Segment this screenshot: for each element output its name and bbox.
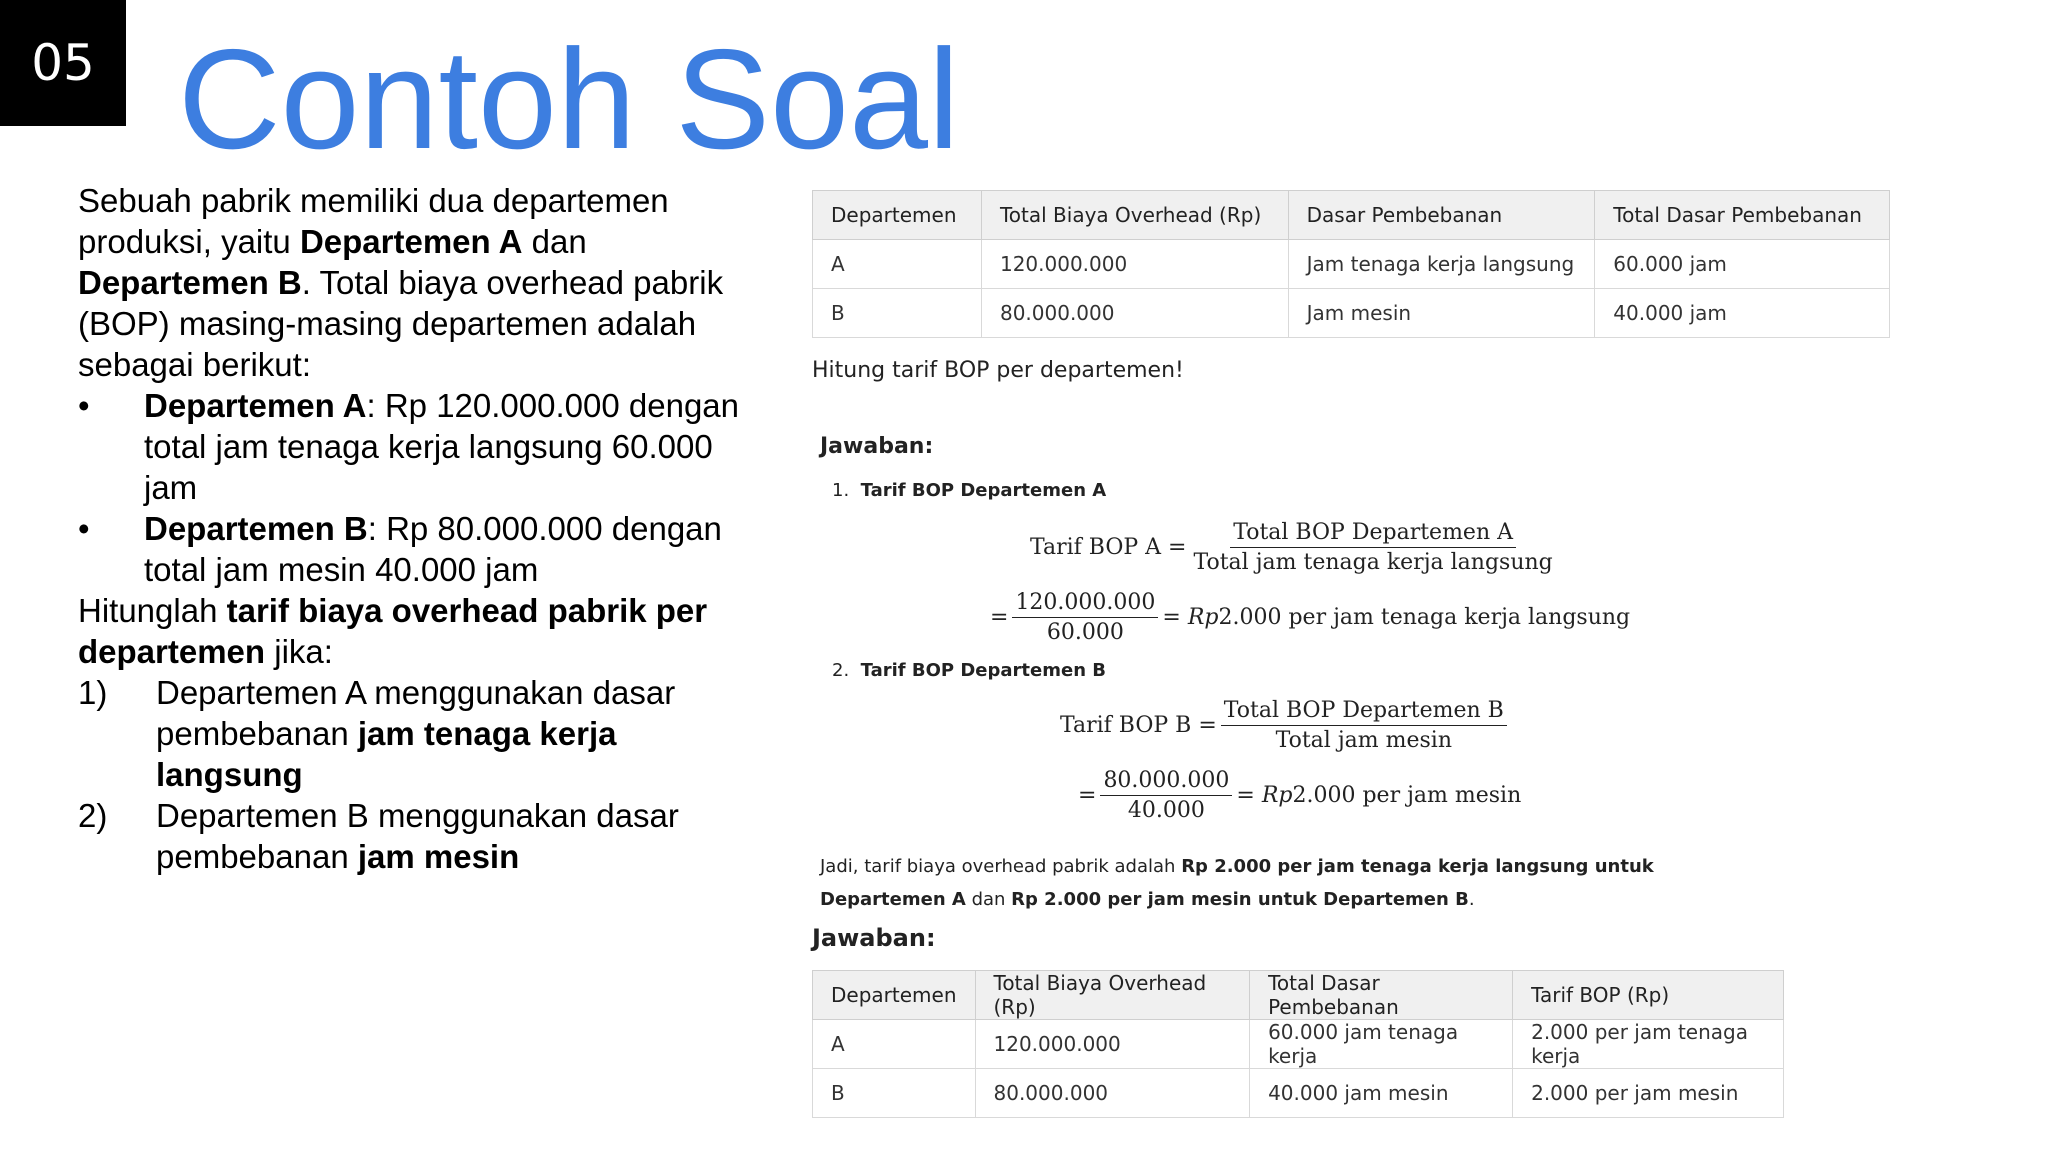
- fraction-denominator: 40.000: [1127, 798, 1205, 823]
- table-cell: 2.000 per jam tenaga kerja: [1513, 1020, 1784, 1069]
- bullet-item-a: [78, 385, 758, 508]
- table-cell: 60.000 jam tenaga kerja: [1250, 1020, 1513, 1069]
- equals-sign: =: [990, 605, 1009, 630]
- table-cell: 40.000 jam: [1595, 289, 1890, 338]
- condition-item-1: [78, 672, 758, 795]
- formula-lhs: Tarif BOP A =: [1030, 535, 1187, 560]
- step-title: Tarif BOP Departemen B: [860, 660, 1107, 681]
- summary-heading: Jawaban:: [812, 924, 936, 952]
- fraction-numerator: 120.000.000: [1012, 590, 1158, 618]
- item-marker: 2): [78, 797, 108, 834]
- column-header: Tarif BOP (Rp): [1513, 971, 1784, 1020]
- item-bold: jam mesin: [357, 838, 520, 875]
- table-cell: Jam tenaga kerja langsung: [1288, 240, 1595, 289]
- result-text: 2.000 per jam mesin: [1292, 783, 1522, 808]
- table-cell: B: [813, 1069, 976, 1118]
- table-cell: 2.000 per jam mesin: [1513, 1069, 1784, 1118]
- formula-b: [1060, 698, 1511, 753]
- slide-number-badge: [0, 0, 126, 126]
- table-cell: A: [813, 1020, 976, 1069]
- step-number: 1.: [832, 480, 850, 501]
- table-cell: 80.000.000: [981, 289, 1288, 338]
- conclusion-part: .: [1468, 889, 1475, 910]
- step-2-label: [832, 660, 1106, 681]
- question-text: Hitung tarif BOP per departemen!: [812, 358, 1184, 383]
- result-text: 2.000 per jam tenaga kerja langsung: [1218, 605, 1631, 630]
- equals-sign: =: [1162, 605, 1181, 630]
- fraction-numerator: Total BOP Departemen A: [1230, 520, 1516, 548]
- intro-dept-a: Departemen A: [299, 223, 523, 260]
- conclusion-text: [820, 850, 1760, 916]
- currency-symbol: Rp: [1261, 783, 1293, 808]
- problem-statement: [78, 180, 758, 877]
- table-row: [813, 240, 1890, 289]
- item-bold: jam tenaga kerja langsung: [156, 715, 617, 793]
- item-marker: 1): [78, 674, 108, 711]
- table-row: [813, 289, 1890, 338]
- table-cell: 40.000 jam mesin: [1250, 1069, 1513, 1118]
- intro-text: . Total biaya overhead pabrik (BOP) masing-masing departemen adalah sebagai berikut:: [78, 264, 724, 383]
- slide-number: 05: [31, 34, 95, 92]
- table-row: [813, 1020, 1784, 1069]
- intro-dept-b: Departemen B: [78, 264, 302, 301]
- fraction: [1191, 520, 1556, 575]
- instruction-text: Hitunglah: [78, 592, 227, 629]
- table-cell: 60.000 jam: [1595, 240, 1890, 289]
- fraction-denominator: 60.000: [1046, 620, 1124, 645]
- table-cell: 120.000.000: [975, 1020, 1250, 1069]
- bullet-text: : Rp 80.000.000 dengan total jam mesin 40.000 jam: [144, 510, 722, 588]
- table-cell: Jam mesin: [1288, 289, 1595, 338]
- table-cell: A: [813, 240, 982, 289]
- step-number: 2.: [832, 660, 850, 681]
- intro-text: Sebuah pabrik memiliki dua departemen produksi, yaitu: [78, 182, 669, 260]
- equals-sign: =: [1236, 783, 1255, 808]
- fraction: [1100, 768, 1232, 823]
- instruction-text: jika:: [265, 633, 333, 670]
- step-1-label: [832, 480, 1106, 501]
- summary-table: [812, 970, 1784, 1118]
- condition-item-2: [78, 795, 758, 877]
- item-text: Departemen A menggunakan dasar pembebanan: [156, 674, 676, 752]
- bullet-marker: •: [78, 387, 90, 424]
- bullet-bold: Departemen B: [144, 510, 368, 547]
- problem-instruction: [78, 590, 758, 672]
- fraction: [1012, 590, 1158, 645]
- column-header: Total Biaya Overhead (Rp): [981, 191, 1288, 240]
- column-header: Departemen: [813, 191, 982, 240]
- bullet-marker: •: [78, 510, 90, 547]
- fraction-numerator: 80.000.000: [1100, 768, 1232, 796]
- instruction-bold: tarif biaya overhead pabrik per departemen: [78, 592, 708, 670]
- table-cell: B: [813, 289, 982, 338]
- calculation-b: [1078, 768, 1521, 823]
- column-header: Total Biaya Overhead (Rp): [975, 971, 1250, 1020]
- currency-symbol: Rp: [1187, 605, 1219, 630]
- table-cell: 120.000.000: [981, 240, 1288, 289]
- table-header-row: [813, 191, 1890, 240]
- item-text: Departemen B menggunakan dasar pembebanan: [156, 797, 679, 875]
- bullet-text: : Rp 120.000.000 dengan total jam tenaga kerja langsung 60.000 jam: [144, 387, 740, 506]
- fraction-numerator: Total BOP Departemen B: [1221, 698, 1507, 726]
- column-header: Dasar Pembebanan: [1288, 191, 1595, 240]
- column-header: Total Dasar Pembebanan: [1250, 971, 1513, 1020]
- formula-lhs: Tarif BOP B =: [1060, 713, 1217, 738]
- conclusion-part: Jadi, tarif biaya overhead pabrik adalah: [820, 856, 1182, 877]
- equals-sign: =: [1078, 783, 1097, 808]
- fraction-denominator: Total jam mesin: [1275, 728, 1452, 753]
- table-cell: 80.000.000: [975, 1069, 1250, 1118]
- fraction-denominator: Total jam tenaga kerja langsung: [1193, 550, 1553, 575]
- fraction: [1221, 698, 1507, 753]
- department-bullet-list: [78, 385, 758, 590]
- calculation-a: [990, 590, 1630, 645]
- column-header: Total Dasar Pembebanan: [1595, 191, 1890, 240]
- table-header-row: [813, 971, 1784, 1020]
- bullet-bold: Departemen A: [144, 387, 367, 424]
- condition-numbered-list: [78, 672, 758, 877]
- table-row: [813, 1069, 1784, 1118]
- conclusion-bold: Rp 2.000 per jam tenaga kerja langsung untuk Departemen A: [820, 856, 1654, 910]
- conclusion-bold: Rp 2.000 per jam mesin untuk Departemen B: [1011, 889, 1469, 910]
- answer-heading: Jawaban:: [820, 434, 934, 459]
- department-data-table: [812, 190, 1890, 338]
- column-header: Departemen: [813, 971, 976, 1020]
- problem-intro: [78, 180, 758, 385]
- intro-text: dan: [522, 223, 587, 260]
- slide-title: Contoh Soal: [178, 20, 960, 179]
- step-title: Tarif BOP Departemen A: [860, 480, 1107, 501]
- formula-a: [1030, 520, 1560, 575]
- bullet-item-b: [78, 508, 758, 590]
- conclusion-part: dan: [965, 889, 1012, 910]
